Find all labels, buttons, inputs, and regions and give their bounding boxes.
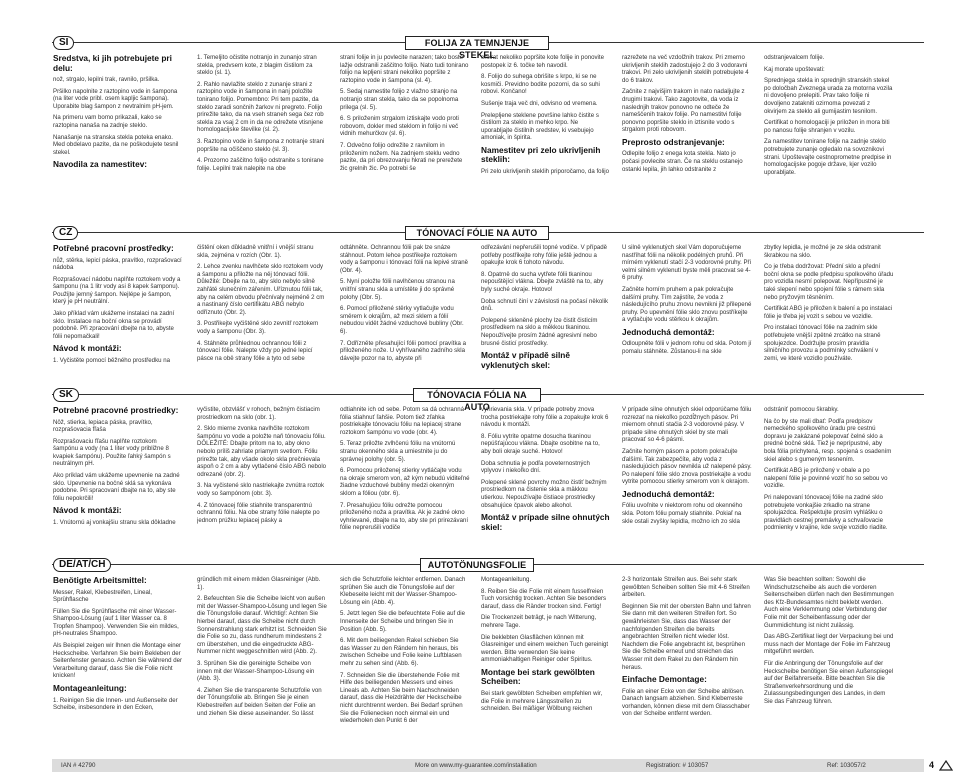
section-title: TÓNOVACIA FÓLIA NA AUTO [413, 388, 541, 402]
paragraph: Kaj morate upoštevati: [764, 65, 825, 73]
paragraph: nůž, stěrka, lepicí páska, pravítko, rozprašovací nádoba [53, 256, 182, 272]
paragraph: 5. Nyní položte fólii navlhčenou stranou na vnitřní stranu skla a umístěte ji do správné polohy (Obr. 5). [340, 278, 455, 301]
paragraph: Montageanleitung. [481, 576, 532, 583]
paragraph: 1. Temeljito očistite notranjo in zunanjo stran stekla, predvsem kote, z blagim čistilom za steklo (sl. 1). [197, 54, 317, 77]
section-si [0, 36, 954, 221]
paragraph: Die beklebten Glasflächen können mit Glasreiniger und einem weichen Tuch gereinigt werden. Bitte verwenden Sie keine ammoniakhaltigen Reiniger oder Spiritus. [481, 633, 609, 664]
paragraph: Doba schnutí činí v závislosti na počasí několik dnů. [481, 297, 609, 313]
text-column [53, 54, 183, 219]
text-column [53, 576, 183, 752]
paragraph: 2. Befeuchten Sie die Scheibe leicht von außen mit der Wasser-Shampoo-Lösung und legen Sie die Tönungsfolie darauf. Wichtig!: Achten Sie hierbei darauf, dass die Scheibe nicht durch Sonnenstrahlung stark erhitzt ist. Schneiden Sie die Folie so zu, dass rundherum mindestens 2 cm überstehen, und die eingedruckte ABG-Nummer nicht weggeschnitten wird (Abb. 2). [197, 595, 327, 656]
paragraph: Rozprašovaciu fľašu naplňte roztokom šampónu a vody (na 1 liter vody približne 8 kvapiek šampónu). Použite ľahký šampón s neutrálnym pH. [53, 437, 171, 468]
paragraph: Pršilko napolnite z raztopino vode in šampona (na liter vode pribl. osem kapljic šampona). Uporabite blag šampon z nevtralnim pH-jem. [53, 87, 178, 110]
text-column [197, 406, 327, 551]
paragraph: odstranjevalcem folije. [764, 54, 825, 61]
paragraph: Certifikát ABG je priložený v obale a po nalepení fólie je povinné voziť ho so sebou vo vozidle. [764, 467, 888, 490]
text-column [197, 54, 327, 219]
paragraph: 7. Odvečno folijo odrežite z ravnilom in priloženim nožem. Na zadnjem steklu vedno pazite, da pri obrezovanju hkrati ne prerežete žic grelnih žic. Po potrebi še [340, 141, 463, 172]
subheading: Einfache Demontage: [622, 674, 707, 685]
paragraph: 4. Stáhněte průhlednou ochrannou fólii z tónovací fólie. Nalepte vždy po jedné lepicí pásce na obě strany fólie a tyto od sebe [197, 339, 313, 362]
paragraph: Folie an einer Ecke von der Scheibe ablösen. Danach langsam abziehen. Sind Kleberreste vorhanden, können diese mit dem Glasschaber von der Scheibe entfernt werden. [622, 687, 750, 718]
paragraph: Za namestitev tonirane folije na zadnje steklo potrebujete zunanje ogledalo na sovoznikovi strani. Upoštevajte cestnoprometne predpise in homologacijske pogoje države, kjer vozilo uporabljate. [764, 138, 892, 176]
paragraph: odtáhněte. Ochrannou fólii pak lze snáze stáhnout. Potom lehce postřikejte roztokem vody a šamponu i tónovací fólii na lepivé straně (Obr. 4). [340, 244, 469, 274]
text-column [340, 54, 470, 219]
paragraph: Messer, Rakel, Klebestreifen, Lineal, Sprühflasche [53, 588, 152, 604]
paragraph: Certifikat o homologaciji je priložen in mora biti po nanosu folije shranjen v vozilu. [764, 119, 890, 134]
paragraph: Füllen Sie die Sprühflasche mit einer Wasser-Shampoo-Lösung (auf 1 liter Wasser ca. 8 Tropfen Shampoo). Verwenden Sie ein mildes, pH-neutrales Shampoo. [53, 607, 179, 638]
paragraph: Na primeru vam bomo prikazali, kako se raztopina nanaša na zadnje steklo. [53, 114, 162, 129]
paragraph: 3. Sprühen Sie die gereinigte Scheibe von innen mit der Wasser-Shampoo-Lösung ein (Abb. 3). [197, 659, 315, 683]
section-header [0, 226, 954, 240]
paragraph: Na čo by ste mali dbať: Podľa predpisov nemeckého spolkového úradu pre cestnú dopravu je zakázané polepovať čelné sklo a predné bočné sklá. Tiež je neprípustné, aby bola fólia prichytená, resp. spojená s osadením skiel alebo s gumeným tesnením. [764, 417, 892, 463]
text-column [481, 406, 611, 551]
paragraph: 2. Rahlo navlažite steklo z zunanje strani z raztopino vode in šampona in nanj položite tonirano folijo. Pomembno: Pri tem pazite, da steklo zaradi sončnih žarkov ni pregreto. Folijo prirežite tako, da na vseh straneh sega čez rob stekla za vsaj 2 cm in da ne odrežete vtisnjene homologacijske številke (sl. 2). [197, 80, 324, 134]
subheading: Montáž v prípade silne ohnutých skiel: [481, 512, 610, 532]
paragraph: 6. Pomocí přiložené stěrky vytlačujte vodu směrem k okrajům, až mezi sklem a fólií nebudou vidět žádné vzduchové bubliny (Obr. 6). [340, 305, 464, 335]
text-column [197, 244, 327, 381]
column-heading: Potrebné pracovné prostriedky: [53, 406, 179, 415]
subheading: Preprosto odstranjevanje: [622, 136, 725, 147]
page-number: 4 [929, 760, 935, 770]
paragraph: Was Sie beachten sollten: Sowohl die Windschutzscheibe als auch die vorderen Seitenscheiben dürfen nach den Bestimmungen des Kfz-Bundesamtes nicht beklebt werden. Auch eine Verklemmung oder Verbindung der Folie mit der Scheibenfassung oder der Gummidichtung ist nicht zulässig. [764, 576, 894, 629]
section-title: AUTOTÖNUNGSFOLIE [420, 558, 534, 572]
paragraph: 2. Sklo mierne zvonka navlhčite roztokom šampónu vo vode a položte naň tónovaciu fóliu. DÔLEŽITÉ: Dbajte pritom na to, aby okno nebolo príliš zahriate priamym svetlom. Fóliu prirežte tak, aby všade okolo skla prečnievala aspoň o 2 cm a aby vytlačené číslo ABG nebolo odrezané (obr. 2). [197, 425, 327, 478]
text-column [764, 54, 894, 219]
paragraph: 8. Fóliu vytrite opatrne dosucha tkaninou nepúšťajúcou vlákna. Dbajte osobitne na to, aby boli okraje suché. Hotovo! [481, 432, 600, 455]
language-tag: SI [53, 36, 74, 50]
paragraph: 7. Presahujúcu fóliu odrežte pomocou priloženého noža a pravítka. Ak je zadné okno vyhrievané, dbajte na to, aby ste pri prirezávaní fólie neprerušili vodiče [340, 501, 469, 532]
text-column [481, 54, 611, 219]
language-tag: SK [53, 388, 79, 402]
paragraph: zbytky lepidla, je možné je ze skla odstranit škrabkou na sklo. [764, 244, 881, 259]
paragraph: Sprednjega stekla in sprednjih stranskih stekel po določbah Zveznega urada za motorna vozila ni dovoljeno prelepiti. Prav tako folije ni dovoljeno zatakniti ozirnoma povezati z okvirjem za steklo ali gumijastim tesnilom. [764, 77, 893, 115]
column-heading: Sredstva, ki jih potrebujete pri delu: [53, 54, 172, 73]
paragraph: 4. Prozorno zaščitno folijo odstranite s tonirane folije. Lepilni trak nalepite na obe [197, 157, 324, 172]
text-column [481, 244, 611, 381]
paragraph: gründlich mit einem milden Glasreiniger (Abb. 1). [197, 576, 321, 591]
paragraph: Co je třeba dodržovat: Přední sklo a přední boční okna se podle předpisu spolkového úřadu pro vozidla nesmí polepovat. Nepřípustné je také slepení nebo spojení fólie s rámem skla nebo pryžovým těsněním. [764, 263, 894, 301]
paragraph: U silně vyklenutých skel Vám doporučujeme nastříhat fólii na několik podélných pruhů. Při mírném vyklenutí stačí 2-3 vodorovné pruhy. Při velmi silném vyklenutí byste měli pracovat se 4-6 pruhy. [622, 244, 751, 282]
paragraph: Nanašanje na stranska stekla poteka enako. Med obdelavo pazite, da ne poškodujete tesnil stekel. [53, 133, 179, 156]
paragraph: 3. Postřikejte vyčištěné sklo zevnitř roztokem vody a šamponu (Obr. 3). [197, 320, 319, 335]
paragraph: Začnite z najvišjim trakom in nato nadaljujte z drugimi trakovi. Tako zagotovite, da voda iz naslednjih trakov ponovno ne odteče že nameščenih trakov folije. Po namestitvi folije ponovno popršite steklo in iztisnite vodo s strgalom proti robovom. [622, 88, 745, 134]
paragraph: 4. Ziehen Sie die transparente Schutzfolie von der Tönungsfolie ab. Bringen Sie je einen Klebestreifen auf beiden Seiten der Folie an und ziehen Sie diese auseinander. So lässt [197, 686, 322, 717]
paragraph: 5. Sedaj namestite folijo z vlažno stranjo na notranjo stran stekla, tako da se popolnoma prilega (sl. 5). [340, 88, 459, 111]
paragraph: Odloupněte fólii v jednom rohu od skla. Potom jí pomalu stáhněte. Zůstanou-li na skle [622, 340, 752, 356]
subheading: Namestitev pri zelo ukrivljenih steklih: [481, 144, 601, 165]
text-column [622, 244, 752, 381]
section-title: FOLIJA ZA TEMNJENJE STEKEL [405, 36, 549, 50]
column-heading: Benötigte Arbeitsmittel: [53, 576, 147, 585]
paragraph: odřezávání nepřerušili topné vodiče. V případě potřeby postřikejte rohy fólie ještě jednou a opakujte krok 6 tohoto návodu. [481, 244, 608, 267]
paragraph: Das ABG-Zertifikat liegt der Verpackung bei und muss nach der Montage der Folie im Fahrzeug mitgeführt werden. [764, 633, 894, 656]
paragraph: Ako príklad vám ukážeme upevnenie na zadné sklo. Upevnenie na bočné sklá sa vykonáva podobne. Pri spracovaní dbajte na to, aby ste fóliu nepokrčili! [53, 472, 180, 502]
text-column [197, 576, 327, 752]
section-cz [0, 226, 954, 383]
paragraph: Začnite horným pásom a potom pokračujte ďalšími. Tak zabezpečíte, aby voda z nasledujúcich pásov nevnikla už nalepené pásy. Po nalepení fólie sklo znova postriekajte a vodu vytrite pomocou stierky smerom von k okrajom. [622, 447, 752, 486]
subheading: Montageanleitung: [53, 683, 127, 694]
text-column [764, 576, 894, 752]
paragraph: Certifikát ABG je přiložen k balení a po instalaci fólie je třeba jej vozit s sebou ve vozidle. [764, 305, 893, 320]
paragraph: Pri zelo ukrivljenih steklih priporočamo, da folijo [481, 167, 610, 175]
paragraph: 6. Mit dem beiliegenden Rakel schieben Sie das Wasser zu den Rändern hin heraus, bis zwischen Scheibe und Folie keine Luftblasen mehr zu sehen sind (Abb. 6). [340, 637, 462, 667]
paragraph: 8. Opatrně do sucha vytřete fólii tkaninou nepouštějící vlákna. Dbejte zvláště na to, aby byly suché okraje. Hotovo! [481, 270, 604, 293]
paragraph: 8. Reiben Sie die Folie mit einem fusselfreien Tuch vorsichtig trocken. Achten Sie besonders darauf, dass die Ränder trocken sind. Fertig! [481, 587, 607, 610]
language-tag: DE/AT/CH [53, 558, 111, 572]
paragraph: Bei stark gewölbten Scheiben empfehlen wir, die Folie in mehrere Längsstreifen zu schneiden. Bei mäßiger Wölbung reichen [481, 689, 603, 713]
paragraph: Doba schnutia je podľa poveternostných vplyvov i niekoľko dní. [481, 459, 590, 475]
paragraph: Jako příklad vám ukážeme instalaci na zadní sklo. Instalace na boční okna se provádí podobně. Při zpracování dbejte na to, abyste fólii nepomačkali! [53, 310, 175, 340]
paragraph: 6. Pomocou priloženej stierky vytláčajte vodu na okraje smerom von, až kým nebudú viditeľné žiadne vzduchové bubliny medzi okenným sklom a fóliou (obr. 6). [340, 467, 470, 497]
paragraph: Začněte horním pruhem a pak pokračujte dalšími pruhy. Tím zajistíte, že voda z následujícího pruhu znovu nevnikni již přilepené pruhy. Po upevnění fólie sklo znovu postříkejte a vytlačujte vodu stěrkou k okrajům. [622, 285, 752, 324]
paragraph: 2-3 horizontale Streifen aus. Bei sehr stark gewölbten Scheiben sollten Sie mit 4-6 Streifen arbeiten. [622, 576, 750, 599]
text-column [340, 244, 470, 381]
subheading: Jednoduchá demontáž: [622, 488, 715, 499]
text-column [764, 406, 894, 551]
paragraph: 3. Na vyčistené sklo nastriekajte zvnútra roztok vody so šampónom (obr. 3). [197, 482, 325, 497]
paragraph: 7. Odřízněte přesahující fólii pomocí pravítka a přiloženého nože. U vyhřívaného zadního skla dávejte pozor na to, abyste při [340, 339, 466, 362]
paragraph: Pri nalepovaní tónovacej fólie na zadné sklo potrebujete vonkajšie zrkadlo na strane spolujazdca. Rešpektujte prosím vyhlášku o pravidlách cestnej premávky a schvaľovacie podmienky v krajine, kde svoje vozidlo riadite. [764, 493, 888, 532]
text-column [622, 406, 752, 551]
text-column [481, 576, 611, 752]
paragraph: 7. Schneiden Sie die überstehende Folie mit Hilfe des beiliegenden Messers und eines Lineals ab. Achten Sie beim Nachschneiden darauf, dass die Heizdrähte der Heckscheibe nicht durchtrennt werden. Bei Bedarf sprühen Sie die Folienecken noch einmal ein und wiederholen den Punkt 6 der [340, 671, 463, 725]
subheading: Navodila za namestitev: [53, 159, 148, 170]
text-column [340, 576, 470, 752]
paragraph: V prípade silne ohnutých skiel odporúčame fóliu rozrezať na niekoľko pozdĺžnych pásov. Pri miernom ohnutí stačia 2-3 vodorovné pásy. V prípade silne ohnutých skiel by ste mali pracovať so 4-6 pásmi. [622, 406, 752, 444]
subheading: Jednoduchá demontáž: [622, 326, 715, 337]
paragraph: 2. Lehce zvenku navlhčete sklo roztokem vody a šamponu a přiložte na něj tónovací fólii. Důležité: Dbejte na to, aby sklo nebylo silně zahřáté slunečním zářením. Uříznutou fólii tak, aby na celém obvodu přečnívaly nejméně 2 cm a nastinaný číslo certifikátu ABG nebylo odříznuto (Obr. 2). [197, 263, 325, 316]
subheading: Návod k montáži: [53, 505, 122, 516]
paragraph: Pro instalaci tónovací fólie na zadním skle potřebujete vnější zpětné zrcátko na straně spolujezdce. Dodržujte prosím pravidla silničního provozu a podmínky schválení v zemi, ve které vozidlo používáte. [764, 324, 881, 362]
paragraph: razrežete na več vzdolžnih trakov. Pri zmerno ukrivljenih steklih zadostujejo 2 do 3 vodoravni trakovi. Pri zelo ukrivljenih steklih potrebujete 4 do 6 trakov. [622, 54, 749, 84]
paragraph: Nôž, stierka, lepiaca páska, pravítko, rozprašovacia fľaša [53, 418, 153, 434]
subheading: Montáž v případě silně vyklenutých skel: [481, 350, 570, 370]
footer-ian: IAN # 42790 [61, 762, 96, 769]
paragraph: Fóliu uvoľnite v niektorom rohu od okenného skla. Potom fóliu pomaly stiahnite. Pokiaľ na skle ostali zvyšky lepidla, možno ich zo skla [622, 502, 743, 525]
footer-ref: Ref: 103057/2 [827, 762, 866, 769]
paragraph: odstrániť pomocou škrabky. [764, 406, 839, 413]
paragraph: vyhrievania skla. V prípade potreby znova trocha postriekajte rohy fólie a zopakujte krok 6 návodu k montáži. [481, 406, 609, 429]
language-tag: CZ [53, 226, 78, 240]
paragraph: vyčistite, obzvlášť v rohoch, bežným čistiacim prostriedkom na sklo (obr. 1). [197, 406, 320, 421]
paragraph: Sušenje traja več dni, odvisno od vremena. [481, 99, 598, 107]
footer-bar [52, 759, 935, 772]
paragraph: enkrat nekoliko popršite kote folije in ponovite postopek iz 6. točke teh navodil. [481, 54, 604, 69]
paragraph: Als Beispiel zeigen wir Ihnen die Montage einer Heckscheibe. Verfahren Sie beim Bekleben der Seitenfenster genauso. Achten Sie während der Verarbeitung darauf, dass Sie die Folie nicht knicken! [53, 642, 183, 680]
paragraph: čištění oken důkladně vnitřní i vnější stranu skla, zejména v rozích (Obr. 1). [197, 244, 314, 259]
paragraph: strani folije in ju povlecite narazen; tako boste lažje odstranili zaščitno folijo. Nato tudi tonirano folijo na lepljeni strani nekoliko popršite z raztopino vode in šampona (sl. 4). [340, 54, 469, 84]
section-header [0, 558, 954, 572]
paragraph: Die Trockenzeit beträgt, je nach Witterung, mehrere Tage. [481, 614, 597, 629]
paragraph: 4. Z tónovacej fólie stiahnite transparentnú ochrannú fóliu. Na obe strany fólie nalepte po jednom prúžku lepiacej pásky a [197, 501, 320, 524]
section-de-at-ch [0, 558, 954, 754]
paragraph: Polepené sklené povrchy možno čistiť bežným prostriedkom na čistenie skla a mäkkou utierkou. Nepoužívajte čistiace prostriedky obsahujúce čpavok alebo alkohol. [481, 478, 607, 509]
section-title: TÓNOVACÍ FÓLIE NA AUTO [405, 226, 549, 240]
footer-registration: Registration: # 103057 [646, 762, 709, 769]
text-column [622, 576, 752, 752]
column-heading: Potřebné pracovní prostředky: [53, 244, 174, 253]
paragraph: nož, strgalo, lepilni trak, ravnilo, pršilka. [53, 76, 160, 83]
paragraph: odtiahnite ich od sebe. Potom sa dá ochranná fólia stiahnuť ľahšie. Potom tiež zľahka postriekajte tónovaciu fóliu na lepiacej strane roztokom šampónu vo vode (obr. 4). [340, 406, 464, 436]
text-column [622, 54, 752, 219]
paragraph: Polepené skleněné plochy lze čistit čisticím prostředkem na sklo a měkkou tkaninou. Nepoužívejte prosím žádné agresivní nebo brusné čisticí prostředky. [481, 316, 598, 347]
paragraph: Odlepite folijo z enega kota stekla. Nato jo počasi povlecite stran. Če na steklu ostanejo ostanki lepila, jih lahko odstranite z [622, 150, 743, 173]
paragraph: sich die Schutzfolie leichter entfernen. Danach sprühen Sie auch die Tönungsfolie auf der Klebeseite leicht mit der Wasser-Shampoo-Lösung ein (Abb. 4). [340, 576, 466, 606]
section-sk [0, 388, 954, 553]
subheading: Návod k montáži: [53, 343, 122, 354]
subheading: Montage bei stark gewölbten Scheiben: [481, 666, 595, 687]
text-column [53, 244, 183, 381]
paragraph: 3. Raztopino vode in šampona z notranje strani popršite na očiščeno steklo (sl. 3). [197, 137, 325, 153]
paragraph: 6. S priloženim strgalom iztiskajte vodo proti robovom, dokler med steklom in folijo ni več vidnih mehurčkov (sl. 6). [340, 115, 459, 138]
paragraph: 8. Folijo do suhega obrišite s krpo, ki se ne kosmiči. Previdno bodite pozorni, da so suhi robovi. Končano! [481, 73, 600, 96]
paragraph: 1. Vnútornú aj vonkajšiu stranu skla dôkladne [53, 518, 176, 526]
text-column [53, 406, 183, 551]
paragraph: Beginnen Sie mit der obersten Bahn und fahren Sie dann mit den weiteren Streifen fort. So gewährleisten Sie, dass das Wasser der nachfolgenden Streifen die bereits angebrachten Streifen nicht wieder löst. Nachdem die Folie angebracht ist, besprühen Sie die Scheibe erneut und streichen das Wasser mit dem Rakel zu den Rändern hin heraus. [622, 602, 751, 671]
warning-triangle-icon [939, 760, 953, 771]
text-column [764, 244, 894, 381]
paragraph: Für die Anbringung der Tönungsfolie auf der Heckscheibe benötigen Sie einen Außenspiegel auf der Beifahrerseite. Bitte beachten Sie die Straßenverkehrsordnung und die Zulassungsbedingungen des Landes, in dem Sie das Fahrzeug führen. [764, 659, 894, 705]
paragraph: 1. Reinigen Sie die Innen- und Außenseite der Scheibe, insbesondere in den Ecken, [53, 696, 178, 712]
paragraph: Prelepljene steklene površine lahko čistite s čistilom za steklo in mehko krpo. Ne uporabljajte čistilnih sredstev, ki vsebujejo amoniak, in špirita. [481, 111, 599, 142]
text-column [340, 406, 470, 551]
footer-url: More on www.my-guarantee.com/installation [415, 762, 537, 769]
paragraph: 1. Vyčistěte pomocí běžného prostředku na [53, 356, 170, 364]
paragraph: Rozprašovací nádobu naplňte roztokem vody a šamponu (na 1 litr vody asi 8 kapek šamponu). Použijte jemný šampon. Nejlépe je šampon, který je pH neutrální. [53, 275, 181, 306]
paragraph: 5. Jetzt legen Sie die befeuchtete Folie auf die Innenseite der Scheibe und bringen Sie in Position (Abb. 5). [340, 610, 466, 633]
paragraph: 5. Teraz priložte zvlhčenú fóliu na vnútornú stranu okenného skla a umiestnite ju do správnej polohy (obr. 5). [340, 440, 456, 463]
